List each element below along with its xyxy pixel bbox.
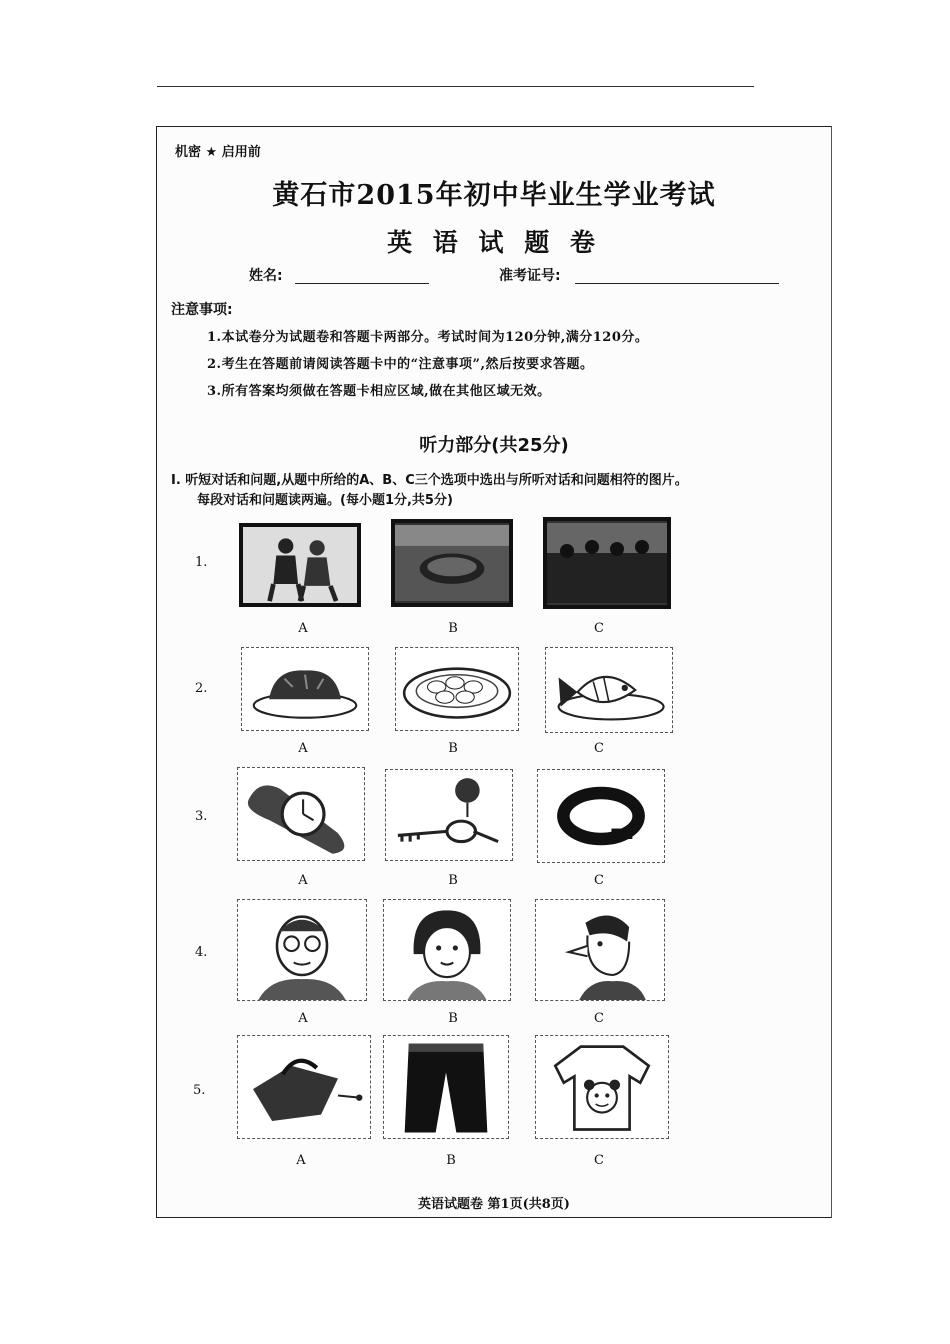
dish-photo[interactable] [391,519,513,607]
belt-picture[interactable] [537,769,665,863]
page-footer: 英语试题卷 第1页(共8页) [418,1197,570,1212]
option-label: A [296,1153,306,1168]
instruction-line-2: 每段对话和问题读两遍。(每小题1分,共5分) [197,493,453,508]
option-label: B [448,1011,458,1026]
question-number: 4. [195,945,208,960]
confidential-label: 机密 ★ 启用前 [175,145,261,160]
question-number: 5. [193,1083,206,1098]
watch-picture[interactable] [237,767,365,861]
roast-chicken-picture[interactable] [241,647,369,731]
notes-title: 注意事项: [171,302,233,318]
trousers-picture[interactable] [383,1035,509,1139]
two-people-photo[interactable] [239,523,361,607]
exam-number-label: 准考证号: [499,268,561,284]
option-label: A [298,1011,308,1026]
instruction-line-1: I. 听短对话和问题,从题中所给的A、B、C三个选项中选出与所听对话和问题相符的图片。 [171,473,688,488]
question-number: 1. [195,555,208,570]
option-label: A [298,873,308,888]
fish-picture[interactable] [545,647,673,733]
exam-number-field[interactable] [575,283,779,284]
note-item: 2.考生在答题前请阅读答题卡中的“注意事项”,然后按要求答题。 [207,357,594,372]
top-rule [157,86,754,87]
man-profile-picture[interactable] [535,899,665,1001]
option-label: B [446,1153,456,1168]
option-label: A [298,621,308,636]
question-number: 2. [195,681,208,696]
option-label: C [594,621,604,636]
option-label: C [594,1011,604,1026]
name-label: 姓名: [249,268,283,284]
question-number: 3. [195,809,208,824]
option-label: B [448,741,458,756]
name-field[interactable] [295,283,429,284]
option-label: B [448,621,458,636]
option-label: C [594,1153,604,1168]
listening-section-title: 听力部分(共25分) [419,435,569,456]
girl-picture[interactable] [383,899,511,1001]
exam-title: 黄石市2015年初中毕业生学业考试 [272,180,716,211]
exam-page [156,126,832,1218]
option-label: A [298,741,308,756]
purse-picture[interactable] [237,1035,371,1139]
option-label: B [448,873,458,888]
dumplings-picture[interactable] [395,647,519,731]
option-label: C [594,873,604,888]
man-with-glasses-picture[interactable] [237,899,367,1001]
note-item: 1.本试卷分为试题卷和答题卡两部分。考试时间为120分钟,满分120分。 [207,330,649,345]
exam-subtitle: 英 语 试 题 卷 [387,228,601,257]
option-label: C [594,741,604,756]
keys-picture[interactable] [385,769,513,861]
sweater-picture[interactable] [535,1035,669,1139]
crowd-photo[interactable] [543,517,671,609]
note-item: 3.所有答案均须做在答题卡相应区域,做在其他区域无效。 [207,384,551,399]
